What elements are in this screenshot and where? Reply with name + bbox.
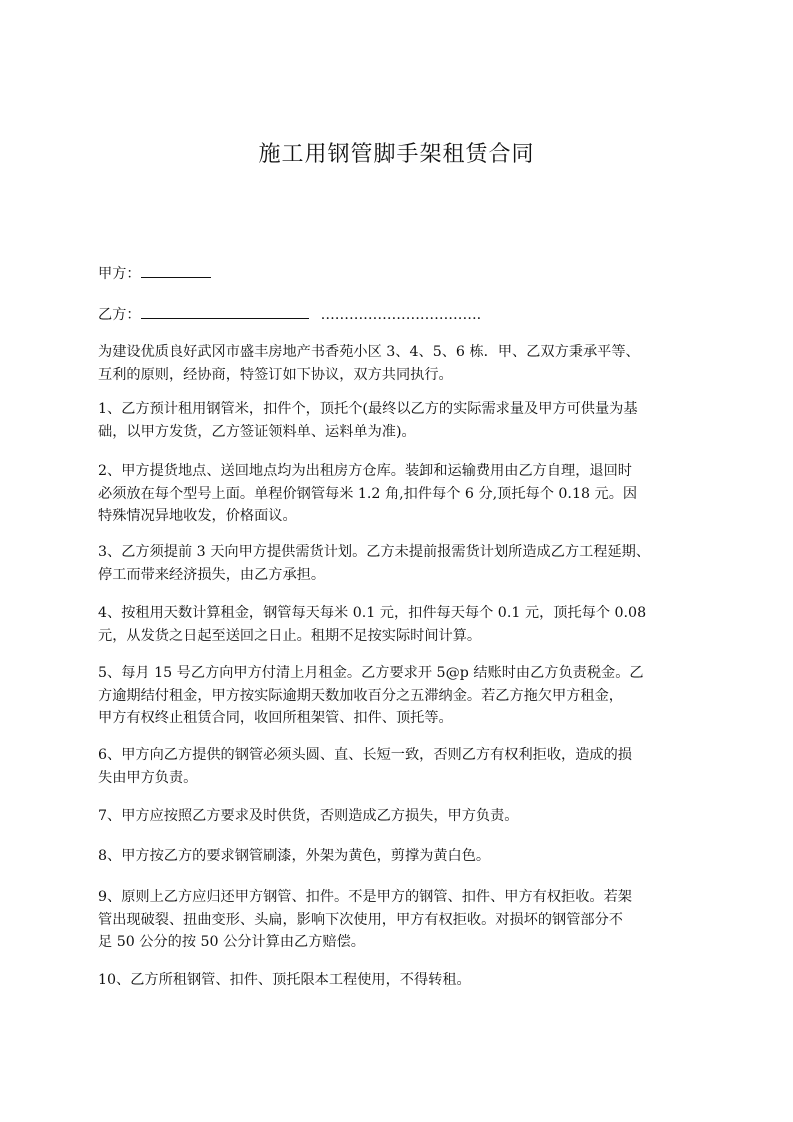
clause-3 [98, 541, 708, 586]
clause-line: 停工而带来经济损失，由乙方承担。 [98, 566, 326, 583]
clause-7 [98, 805, 708, 828]
clause-line: 础，以甲方发货，乙方签证领料单、运料单为准)。 [98, 423, 416, 440]
clause-line: 元，从发货之日起至送回之日止。租期不足按实际时间计算。 [98, 627, 482, 644]
clause-line: 方逾期结付租金，甲方按实际逾期天数加收百分之五滞纳金。若乙方拖欠甲方租金， [98, 687, 623, 704]
clause-2 [98, 460, 708, 528]
clause-6 [98, 744, 708, 789]
clause-10 [98, 969, 708, 992]
clause-line: 2、甲方提货地点、送回地点均为出租房方仓库。装卸和运输费用由乙方自理，退回时 [98, 463, 632, 479]
party-b-dots: ……………………………. [320, 307, 482, 323]
party-a-label: 甲方： [98, 266, 141, 282]
clause-line: 必须放在每个型号上面。单程价钢管每米 1.2 角,扣件每个 6 分,顶托每个 0.18 元。因 [98, 485, 638, 502]
clause-line: 甲方有权终止租赁合同，收回所租架管、扣件、顶托等。 [98, 710, 453, 726]
clause-line: 9、原则上乙方应归还甲方钢管、扣件。不是甲方的钢管、扣件、甲方有权拒收。若架 [98, 889, 632, 905]
clause-8 [98, 845, 708, 868]
clause-line: 1、乙方预计租用钢管米，扣件个，顶托个(最终以乙方的实际需求量及甲方可供量为基 [98, 401, 638, 417]
clause-intro [98, 341, 708, 386]
clause-line: 为建设优质良好武冈市盛丰房地产书香苑小区 3、4、5、6 栋．甲、乙双方秉承平等、 [98, 344, 640, 360]
clause-line: 管出现破裂、扭曲变形、头扁，影响下次使用，甲方有权拒收。对损坏的钢管部分不 [98, 911, 623, 928]
clause-line: 7、甲方应按照乙方要求及时供货，否则造成乙方损失，甲方负责。 [98, 808, 519, 824]
clause-line: 8、甲方按乙方的要求钢管刷漆，外架为黄色，剪撑为黄白色。 [98, 848, 491, 864]
party-a-blank[interactable] [141, 262, 211, 278]
clause-line: 3、乙方须提前 3 天向甲方提供需货计划。乙方未提前报需货计划所造成乙方工程延期、 [98, 544, 651, 560]
clause-line: 5、每月 15 号乙方向甲方付清上月租金。乙方要求开 5@p 结账时由乙方负责税金。乙 [98, 665, 644, 681]
clause-9 [98, 886, 708, 954]
party-a-line [98, 262, 211, 285]
clause-line: 互利的原则，经协商，特签订如下协议，双方共同执行。 [98, 366, 453, 383]
clause-line: 特殊情况异地收发，价格面议。 [98, 508, 297, 524]
clause-1 [98, 398, 708, 443]
document-title: 施工用钢管脚手架租赁合同 [258, 142, 535, 167]
party-b-blank[interactable] [141, 303, 309, 319]
clause-4 [98, 602, 708, 647]
clause-5 [98, 662, 708, 730]
clause-line: 失由甲方负责。 [98, 769, 198, 786]
clause-line: 10、乙方所租钢管、扣件、顶托限本工程使用，不得转租。 [98, 972, 471, 988]
clause-line: 4、按租用天数计算租金，钢管每天每米 0.1 元，扣件每天每个 0.1 元，顶托每个 0.08 [98, 605, 647, 621]
clause-line: 6、甲方向乙方提供的钢管必须头圆、直、长短一致，否则乙方有权利拒收，造成的损 [98, 747, 632, 763]
clause-line: 足 50 公分的按 50 公分计算由乙方赔偿。 [98, 934, 365, 950]
party-b-line [98, 303, 481, 326]
party-b-label: 乙方： [98, 307, 141, 323]
